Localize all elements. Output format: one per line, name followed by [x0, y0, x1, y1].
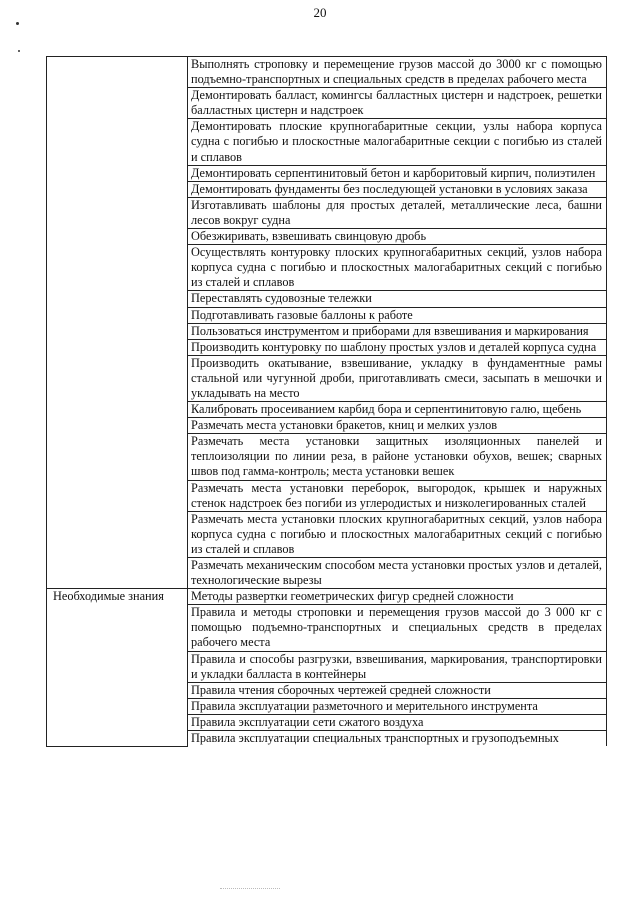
requirements-table	[46, 56, 607, 747]
skill-cell: Размечать места установки защитных изоляционных панелей и теплоизоляции по линии реза, в районе установки обухов, вешек; сварных швов под гамма-контроль; места установки вешек	[188, 434, 607, 480]
skill-cell: Размечать места установки переборок, выгородок, крышек и наружных стенок надстроек без погиби из углеродистых и низколегированных сталей	[188, 480, 607, 511]
scan-speck	[18, 50, 20, 52]
skill-cell: Размечать места установки бракетов, книц и мелких узлов	[188, 418, 607, 434]
knowledge-cell: Правила чтения сборочных чертежей средней сложности	[188, 682, 607, 698]
row-label-knowledge: Необходимые знания	[47, 589, 188, 746]
skill-cell: Демонтировать фундаменты без последующей установки в условиях заказа	[188, 181, 607, 197]
knowledge-cell: Правила эксплуатации сети сжатого воздуха	[188, 714, 607, 730]
skill-cell: Пользоваться инструментом и приборами для взвешивания и маркирования	[188, 323, 607, 339]
skill-cell: Демонтировать плоские крупногабаритные секции, узлы набора корпуса судна с погибью и плоскостные малогабаритные секции с погибью из сталей и сплавов	[188, 119, 607, 165]
skill-cell: Демонтировать балласт, комингсы балластных цистерн и надстроек, решетки балластных цистерн и надстроек	[188, 88, 607, 119]
skill-cell: Изготавливать шаблоны для простых деталей, металлические леса, башни лесов вокруг судна	[188, 197, 607, 228]
knowledge-cell: Методы развертки геометрических фигур средней сложности	[188, 589, 607, 605]
skill-cell: Осуществлять контуровку плоских крупногабаритных секций, узлов набора корпуса судна с погибью и плоскостных малогабаритных секций с погибью из сталей и сплавов	[188, 245, 607, 291]
scan-artifact	[220, 888, 280, 889]
page-number: 20	[313, 5, 327, 20]
skill-cell: Производить окатывание, взвешивание, укладку в фундаментные рамы стальной или чугунной дроби, приготавливать смеси, засыпать в мешочки и укладывать на место	[188, 355, 607, 401]
requirements-table-body	[47, 57, 607, 747]
row-label-continued	[47, 57, 188, 589]
table-row	[47, 589, 607, 605]
knowledge-cell: Правила эксплуатации специальных транспортных и грузоподъемных	[188, 731, 607, 747]
skill-cell: Обезжиривать, взвешивать свинцовую дробь	[188, 229, 607, 245]
knowledge-cell: Правила эксплуатации разметочного и мерительного инструмента	[188, 698, 607, 714]
knowledge-cell: Правила и методы строповки и перемещения грузов массой до 3 000 кг с помощью подъемно-транспортных и специальных средств в пределах рабочего места	[188, 605, 607, 651]
scan-speck	[16, 22, 19, 25]
skill-cell: Подготавливать газовые баллоны к работе	[188, 307, 607, 323]
skill-cell: Размечать механическим способом места установки простых узлов и деталей, технологические вырезы	[188, 558, 607, 589]
skill-cell: Переставлять судовозные тележки	[188, 291, 607, 307]
knowledge-cell: Правила и способы разгрузки, взвешивания, маркирования, транспортировки и укладки балласта в контейнеры	[188, 651, 607, 682]
table-row	[47, 57, 607, 88]
skill-cell: Размечать места установки плоских крупногабаритных секций, узлов набора корпуса судна с погибью и плоскостных малогабаритных секций с погибью из сталей и сплавов	[188, 511, 607, 557]
skill-cell: Выполнять строповку и перемещение грузов массой до 3000 кг с помощью подъемно-транспортных и специальных средств в пределах рабочего места	[188, 57, 607, 88]
skill-cell: Демонтировать серпентинитовый бетон и карборитовый кирпич, полиэтилен	[188, 165, 607, 181]
skill-cell: Калибровать просеиванием карбид бора и серпентинитовую галю, щебень	[188, 402, 607, 418]
skill-cell: Производить контуровку по шаблону простых узлов и деталей корпуса судна	[188, 339, 607, 355]
